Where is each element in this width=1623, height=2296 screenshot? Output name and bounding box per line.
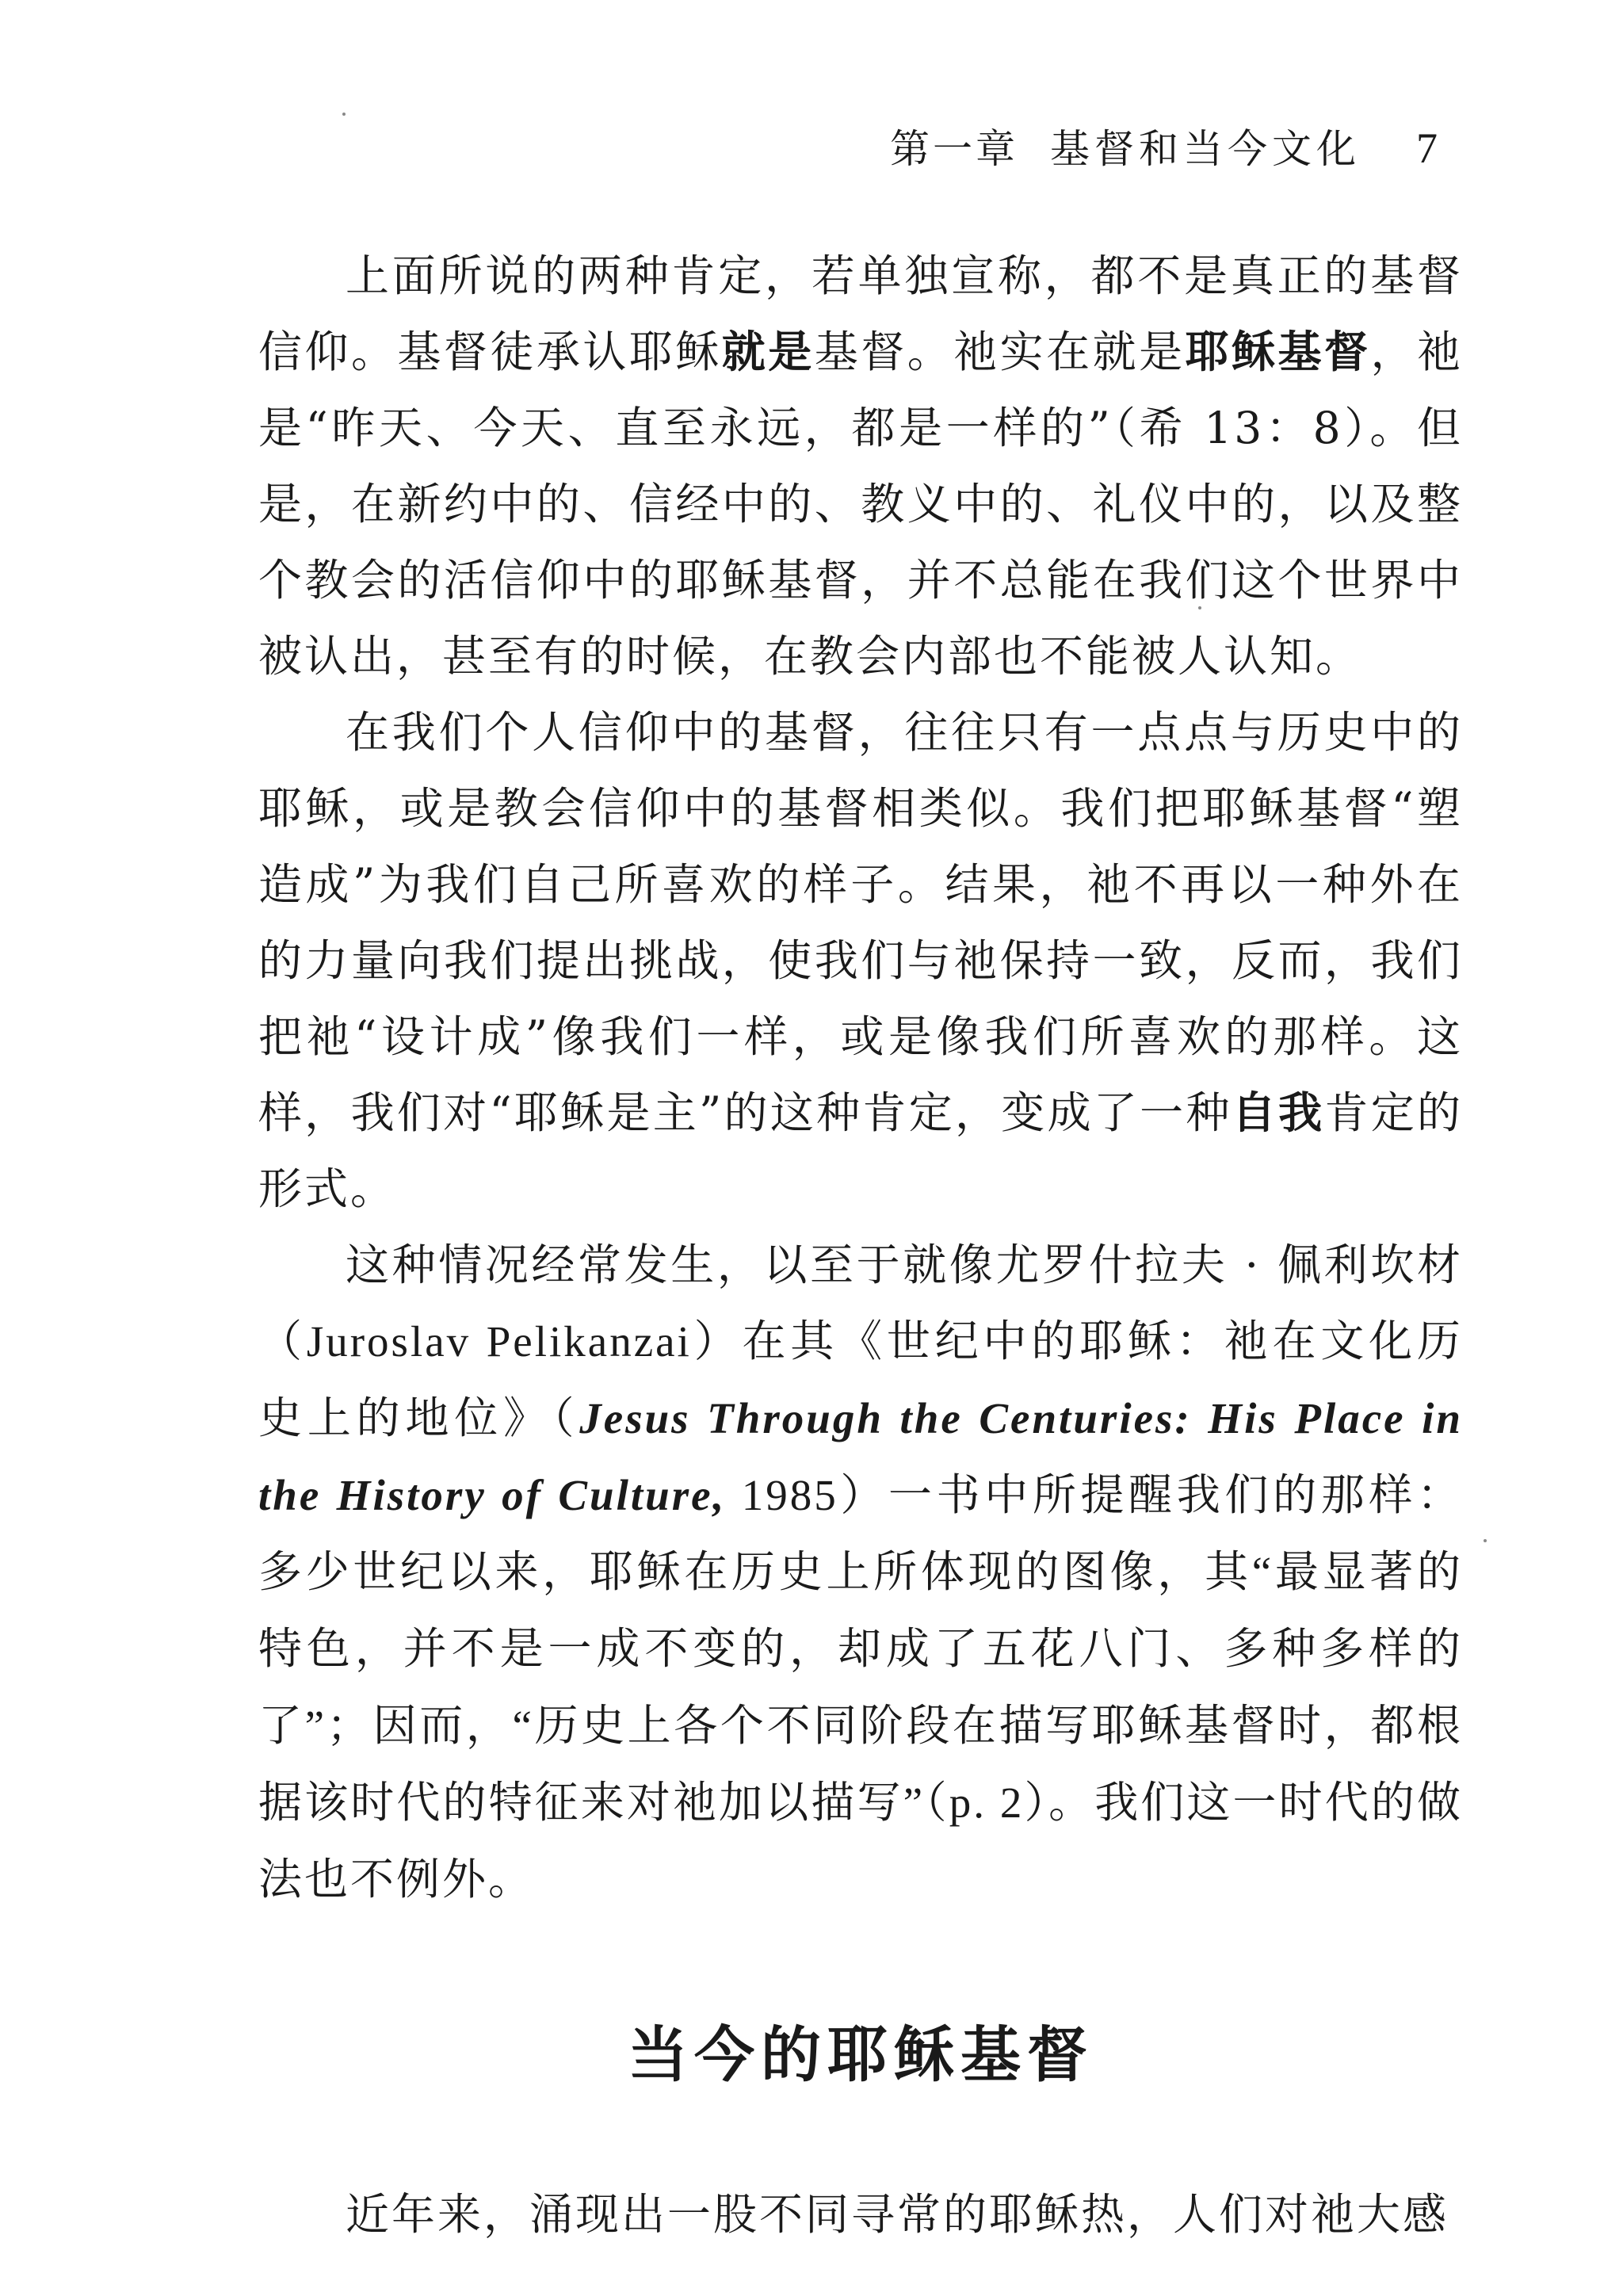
text-run: ，祂是“昨天、今天、直至永远，都是一样的”（希 13：8）。但是，在新约中的、信经中的、教义中的、礼仪中的，以及整个教会的活信仰中的耶稣基督，并不总能在我们这个世界中被认出，甚至有的时候，在教会内部也不能被人认知。 xyxy=(258,327,1463,682)
body-text xyxy=(258,238,1463,2252)
scan-speck xyxy=(1484,1539,1487,1542)
section-heading: 当今的耶稣基督 xyxy=(628,2019,1094,2090)
text-run: 肯定的形式。 xyxy=(258,1087,1463,1214)
text-run: 上面所说的两种肯定，若单独宣称，都不是真正的基督信仰。基督徒承认耶稣 xyxy=(258,250,1463,377)
text-run: 在我们个人信仰中的基督，往往只有一点点与历史中的耶稣，或是教会信仰中的基督相类似。我们把耶稣基督“塑造成”为我们自己所喜欢的样子。结果，祂不再以一种外在的力量向我们提出挑战，使我们与祂保持一致，反而，我们把祂“设计成”像我们一样，或是像我们所喜欢的那样。这样，我们对“耶稣是主”的这种肯定，变成了一种 xyxy=(258,707,1463,1138)
scan-speck xyxy=(342,113,346,116)
text-run: 基督。祂实在就是 xyxy=(814,327,1186,377)
chapter-title: 基督和当今文化 xyxy=(1050,126,1361,172)
paragraph-3 xyxy=(258,1227,1463,1918)
paragraph-2 xyxy=(258,694,1463,1227)
text-run: ）在其《世纪中的耶稣：祂在文化历史上的地位》（ xyxy=(258,1316,1463,1443)
chapter-label: 第一章 xyxy=(890,126,1018,172)
running-header xyxy=(890,117,1441,174)
scan-speck xyxy=(1198,606,1201,609)
emphasis-text: 耶稣基督 xyxy=(1185,326,1371,377)
author-name: Juroslav Pelikanzai xyxy=(306,1317,692,1366)
paragraph-4 xyxy=(258,2176,1463,2252)
emphasis-text: 自我 xyxy=(1232,1087,1325,1138)
emphasis-text: 就是 xyxy=(721,326,815,377)
text-run: 1985）一书中所提醒我们的那样：多少世纪以来，耶稣在历史上所体现的图像，其“最显著的特色，并不是一成不变的，却成了五花八门、多种多样的了”；因而，“历史上各个不同阶段在描写耶稣基督时，都根据该时代的特征来对祂加以描写”（p. 2）。我们这一时代的做法也不例外。 xyxy=(258,1471,1463,1904)
page-number: 7 xyxy=(1416,124,1441,172)
paragraph-1 xyxy=(258,238,1463,694)
text-run: 近年来，涌现出一股不同寻常的耶稣热，人们对祂大感 xyxy=(346,2189,1449,2240)
book-title-english: Jesus Through the Centuries: His Place in the History of Culture, xyxy=(258,1394,1463,1519)
text-run: 这种情况经常发生，以至于就像尤罗什拉夫 · 佩利坎材（ xyxy=(258,1240,1463,1366)
